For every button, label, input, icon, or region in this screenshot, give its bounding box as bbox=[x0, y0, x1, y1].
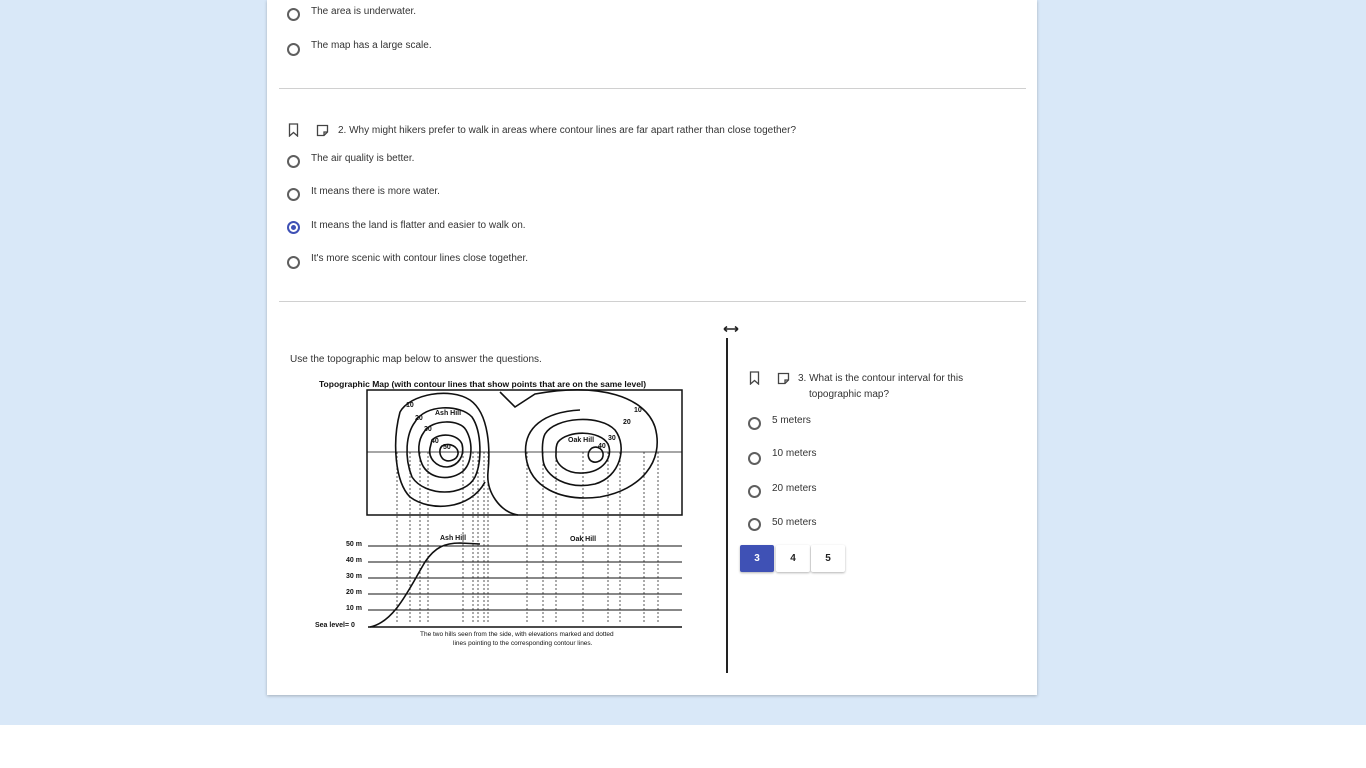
elevation-label: 50 m bbox=[346, 541, 362, 548]
q1-option-radio[interactable] bbox=[287, 8, 300, 21]
q3-option-radio[interactable] bbox=[748, 417, 761, 430]
map-hill-label: Oak Hill bbox=[568, 437, 595, 444]
q3-option-label: 10 meters bbox=[772, 448, 817, 459]
q2-option-radio[interactable] bbox=[287, 155, 300, 168]
q2-option-radio[interactable] bbox=[287, 188, 300, 201]
map-hill-label: Ash Hill bbox=[435, 410, 462, 417]
elevation-label: 20 m bbox=[346, 589, 362, 596]
bookmark-icon[interactable] bbox=[288, 123, 299, 137]
profile-hill-label: Ash Hill bbox=[440, 535, 467, 542]
contour-label: 40 bbox=[431, 438, 439, 445]
q2-option-label: It's more scenic with contour lines close together. bbox=[311, 253, 529, 264]
topographic-map-figure bbox=[300, 372, 700, 662]
map-title: Topographic Map (with contour lines that show points that are on the same level) bbox=[319, 379, 647, 389]
page-button-3[interactable]: 3 bbox=[740, 545, 774, 572]
note-icon[interactable] bbox=[777, 372, 790, 385]
contour-label: 50 bbox=[443, 444, 451, 451]
projection-lines bbox=[397, 452, 658, 622]
map-caption-line-1: The two hills seen from the side, with elevations marked and dotted bbox=[420, 631, 614, 638]
q2-option-radio-selected[interactable] bbox=[287, 221, 300, 234]
note-icon[interactable] bbox=[316, 124, 329, 137]
q2-option-radio[interactable] bbox=[287, 256, 300, 269]
q1-option-label: The area is underwater. bbox=[311, 6, 417, 17]
profile-hill-label: Oak Hill bbox=[570, 536, 597, 543]
contour-label: 10 bbox=[634, 407, 642, 414]
elevation-label: 40 m bbox=[346, 557, 362, 564]
q1-option-label: The map has a large scale. bbox=[311, 40, 432, 51]
elevation-label: Sea level= 0 bbox=[315, 622, 355, 629]
q2-option-label: It means the land is flatter and easier to walk on. bbox=[311, 220, 526, 231]
q2-option-label: It means there is more water. bbox=[311, 186, 440, 197]
divider bbox=[279, 301, 1026, 302]
bookmark-icon[interactable] bbox=[749, 371, 760, 385]
resize-arrows-icon[interactable] bbox=[723, 325, 739, 333]
elevation-lines bbox=[368, 546, 682, 627]
q3-option-radio[interactable] bbox=[748, 452, 761, 465]
q3-option-label: 5 meters bbox=[772, 415, 811, 426]
q3-option-label: 50 meters bbox=[772, 517, 817, 528]
contour-label: 30 bbox=[424, 426, 432, 433]
question-3-text-line-1: 3. What is the contour interval for this bbox=[798, 373, 964, 384]
q3-option-radio[interactable] bbox=[748, 518, 761, 531]
side-profile bbox=[370, 543, 480, 627]
page-button-5[interactable]: 5 bbox=[811, 545, 845, 572]
divider bbox=[279, 88, 1026, 89]
contour-label: 20 bbox=[415, 415, 423, 422]
q3-option-radio[interactable] bbox=[748, 485, 761, 498]
contour-label: 40 bbox=[598, 443, 606, 450]
elevation-label: 30 m bbox=[346, 573, 362, 580]
q1-option-radio[interactable] bbox=[287, 43, 300, 56]
contour-label: 10 bbox=[406, 402, 414, 409]
page-button-4[interactable]: 4 bbox=[776, 545, 810, 572]
contour-label: 20 bbox=[623, 419, 631, 426]
split-pane-divider[interactable] bbox=[726, 338, 728, 673]
question-3-text-line-2: topographic map? bbox=[809, 389, 890, 400]
q2-option-label: The air quality is better. bbox=[311, 153, 415, 164]
map-caption-line-2: lines pointing to the corresponding contour lines. bbox=[453, 640, 593, 647]
passage-instruction: Use the topographic map below to answer the questions. bbox=[290, 354, 542, 365]
elevation-label: 10 m bbox=[346, 605, 362, 612]
contour-label: 30 bbox=[608, 435, 616, 442]
q3-option-label: 20 meters bbox=[772, 483, 817, 494]
question-2-text: 2. Why might hikers prefer to walk in areas where contour lines are far apart rather than close together? bbox=[338, 125, 797, 136]
